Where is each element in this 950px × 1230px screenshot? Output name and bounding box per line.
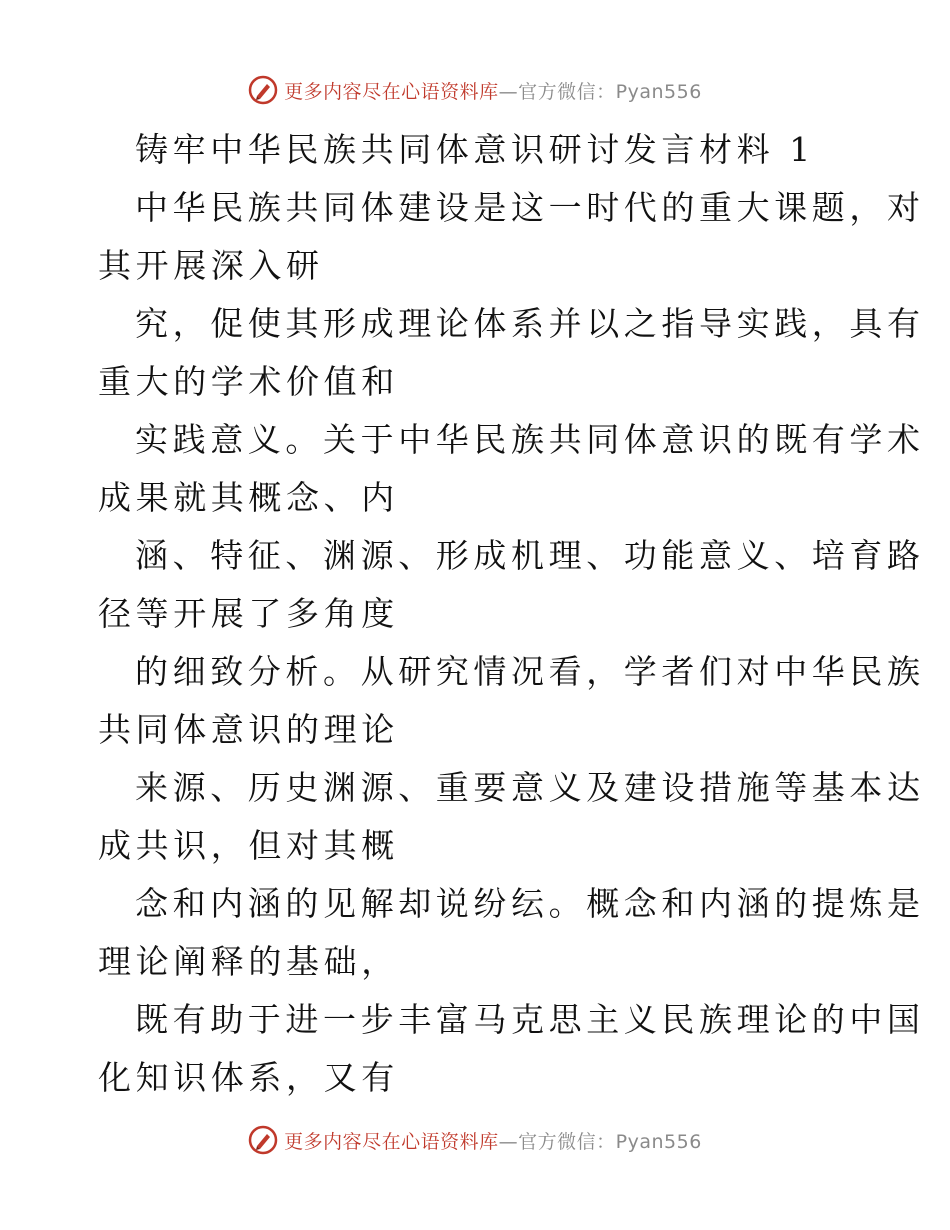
text-line: 共同体意识的理论 bbox=[98, 710, 399, 749]
text-line: 来源、历史渊源、重要意义及建设措施等基本达 bbox=[135, 768, 925, 807]
text-line: 其开展深入研 bbox=[98, 246, 324, 285]
text-line: 理论阐释的基础， bbox=[98, 942, 399, 981]
footer-watermark bbox=[0, 1120, 950, 1160]
watermark-official-text: 官方微信：Pyan556 bbox=[518, 1130, 702, 1153]
text-line: 实践意义。关于中华民族共同体意识的既有学术 bbox=[135, 420, 925, 459]
text-line: 成共识，但对其概 bbox=[98, 826, 399, 865]
text-line: 究，促使其形成理论体系并以之指导实践，具有 bbox=[135, 304, 925, 343]
text-line: 涵、特征、渊源、形成机理、功能意义、培育路 bbox=[135, 536, 925, 575]
watermark-separator: — bbox=[498, 1130, 519, 1153]
pen-logo-icon bbox=[248, 1125, 278, 1155]
pen-logo-icon bbox=[248, 75, 278, 105]
header-watermark bbox=[0, 70, 950, 110]
watermark-site-text: 更多内容尽在心语资料库 bbox=[284, 1130, 499, 1153]
text-line: 的细致分析。从研究情况看，学者们对中华民族 bbox=[135, 652, 925, 691]
text-line: 中华民族共同体建设是这一时代的重大课题，对 bbox=[135, 188, 925, 227]
watermark-official-text: 官方微信：Pyan556 bbox=[518, 80, 702, 103]
text-line: 念和内涵的见解却说纷纭。概念和内涵的提炼是 bbox=[135, 884, 925, 923]
text-line: 化知识体系，又有 bbox=[98, 1058, 399, 1097]
text-line: 重大的学术价值和 bbox=[98, 362, 399, 401]
text-line: 既有助于进一步丰富马克思主义民族理论的中国 bbox=[135, 1000, 925, 1039]
text-line: 成果就其概念、内 bbox=[98, 478, 399, 517]
watermark-site-text: 更多内容尽在心语资料库 bbox=[284, 80, 499, 103]
text-line: 径等开展了多角度 bbox=[98, 594, 399, 633]
watermark-separator: — bbox=[498, 80, 519, 103]
document-title: 铸牢中华民族共同体意识研讨发言材料 1 bbox=[135, 130, 815, 169]
